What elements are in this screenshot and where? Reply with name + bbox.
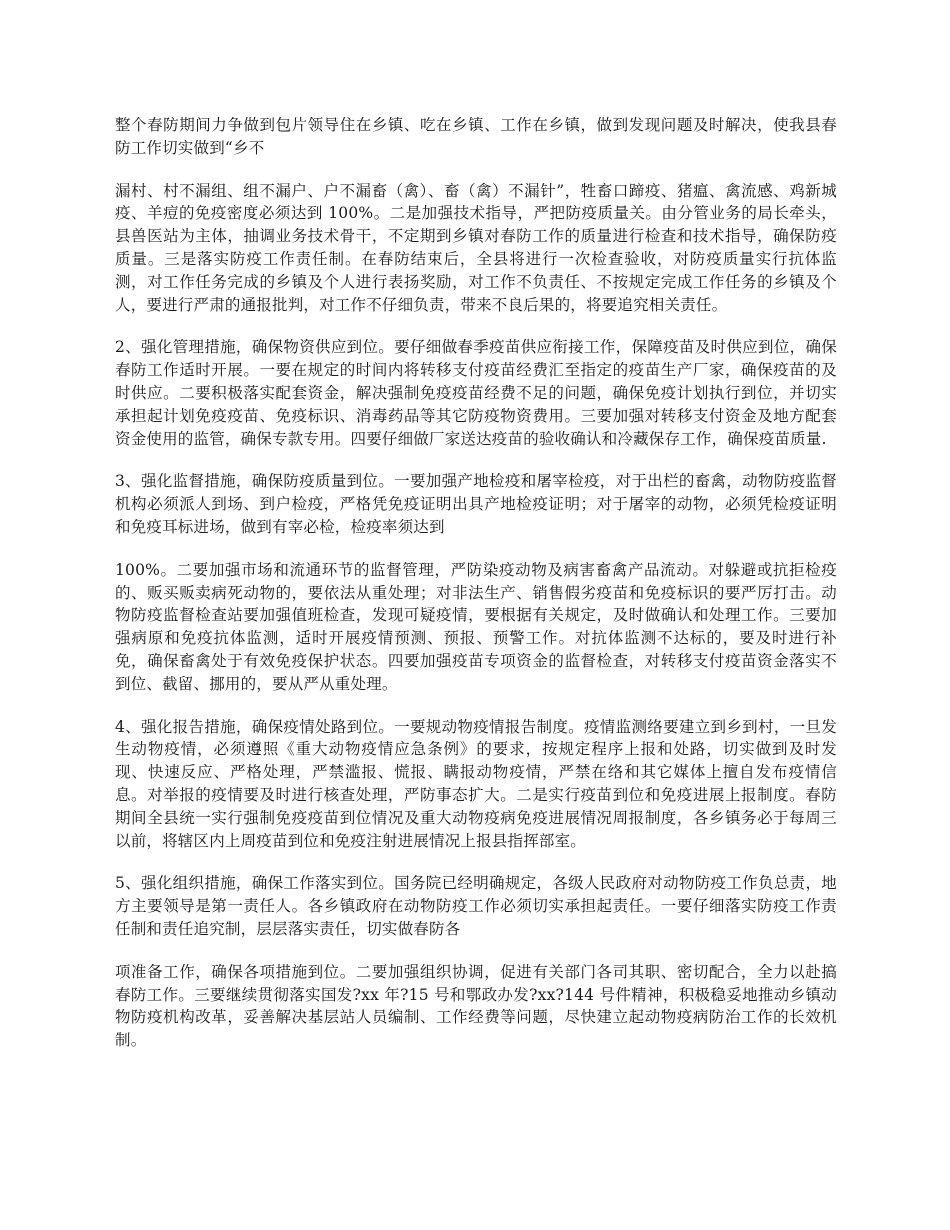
paragraph-1: 整个春防期间力争做到包片领导住在乡镇、吃在乡镇、工作在乡镇，做到发现问题及时解决，使我县春防工作切实做到“乡不 xyxy=(115,116,837,157)
paragraph-6: 4、强化报告措施，确保疫情处路到位。一要规动物疫情报告制度。疫情监测络要建立到乡到村，一旦发生动物疫情，必须遵照《重大动物疫情应急条例》的要求，按规定程序上报和处路，切实做到及时发现、快速反应、严格处理，严禁滥报、慌报、瞒报动物疫情，严禁在络和其它媒体上擅自发布疫情信息。对举报的疫情要及时进行核查处理，严防事态扩大。二是实行疫苗到位和免疫进展上报制度。春防期间全县统一实行强制免疫疫苗到位情况及重大动物疫病免疫进展情况周报制度，各乡镇务必于每周三以前，将辖区内上周疫苗到位和免疫注射进展情况上报县指挥部室。 xyxy=(115,717,837,850)
document-body xyxy=(115,114,837,1072)
paragraph-8: 项准备工作，确保各项措施到位。二要加强组织协调，促进有关部门各司其职、密切配合，全力以赴搞春防工作。三要继续贯彻落实国发?xx 年?15 号和鄂政办发?xx?144 号件精神，积极稳妥地推动乡镇动物防疫机构改革，妥善解决基层站人员编制、工作经费等问题，尽快建立起动物疫病防治工作的长效机制。 xyxy=(115,962,837,1050)
paragraph-2: 漏村、村不漏组、组不漏户、户不漏畜（禽）、畜（禽）不漏针”，牲畜口蹄疫、猪瘟、禽流感、鸡新城疫、羊痘的免疫密度必须达到 100%。二是加强技术指导，严把防疫质量关。由分管业务的局长牵头，县兽医站为主体，抽调业务技术骨干，不定期到乡镇对春防工作的质量进行检查和技术指导，确保防疫质量。三是落实防疫工作责任制。在春防结束后，全县将进行一次检查验收，对防疫质量实行抗体监测，对工作任务完成的乡镇及个人进行表扬奖励，对工作不负责任、不按规定完成工作任务的乡镇及个人，要进行严肃的通报批判，对工作不仔细负责，带来不良后果的，将要追究相关责任。 xyxy=(115,181,837,314)
paragraph-7: 5、强化组织措施，确保工作落实到位。国务院已经明确规定，各级人民政府对动物防疫工作负总责，地方主要领导是第一责任人。各乡镇政府在动物防疫工作必须切实承担起责任。一要仔细落实防疫工作责任制和责任追究制，层层落实责任，切实做春防各 xyxy=(115,874,837,938)
paragraph-5: 100%。二要加强市场和流通环节的监督管理，严防染疫动物及病害畜禽产品流动。对躲避或抗拒检疫的、贩买贩卖病死动物的，要依法从重处理；对非法生产、销售假劣疫苗和免疫标识的要严厉打击。动物防疫监督检查站要加强值班检查，发现可疑疫情，要根据有关规定，及时做确认和处理工作。三要加强病原和免疫抗体监测，适时开展疫情预测、预报、预警工作。对抗体监测不达标的，要及时进行补免，确保畜禽处于有效免疫保护状态。四要加强疫苗专项资金的监督检查，对转移支付疫苗资金落实不到位、截留、挪用的，要从严从重处理。 xyxy=(115,560,837,693)
paragraph-3: 2、强化管理措施，确保物资供应到位。要仔细做春季疫苗供应衔接工作，保障疫苗及时供应到位，确保春防工作适时开展。一要在规定的时间内将转移支付疫苗经费汇至指定的疫苗生产厂家，确保疫苗的及时供应。二要积极落实配套资金，解决强制免疫疫苗经费不足的问题，确保免疫计划执行到位，并切实承担起计划免疫疫苗、免疫标识、消毒药品等其它防疫物资费用。三要加强对转移支付资金及地方配套资金使用的监管，确保专款专用。四要仔细做厂家送达疫苗的验收确认和冷藏保存工作，确保疫苗质量. xyxy=(115,338,837,448)
paragraph-4: 3、强化监督措施，确保防疫质量到位。一要加强产地检疫和屠宰检疫，对于出栏的畜禽，动物防疫监督机构必须派人到场、到户检疫，严格凭免疫证明出具产地检疫证明；对于屠宰的动物，必须凭检疫证明和免疫耳标进场，做到有宰必检，检疫率须达到 xyxy=(115,472,837,536)
